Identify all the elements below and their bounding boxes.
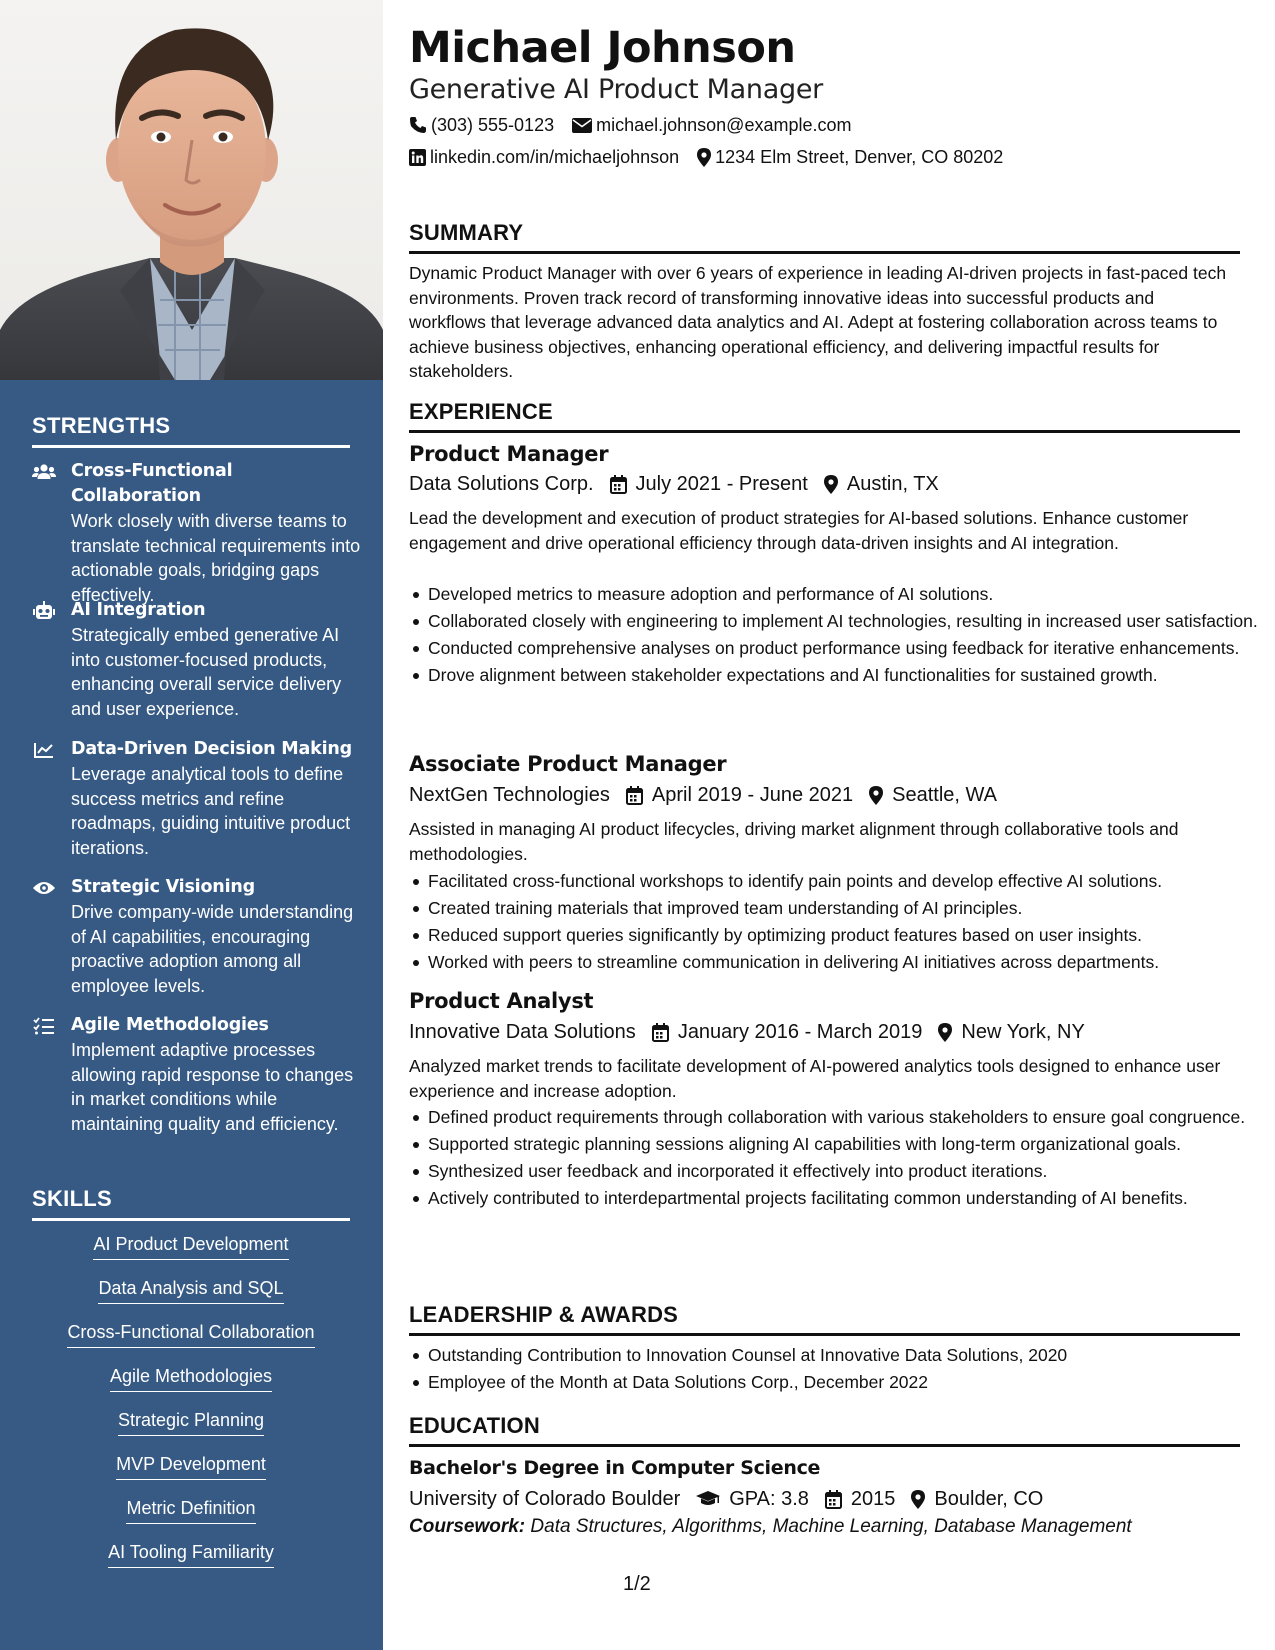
calendar-icon: [626, 786, 643, 805]
list-item: Outstanding Contribution to Innovation Counsel at Innovative Data Solutions, 2020: [428, 1343, 1258, 1368]
education-location: Boulder, CO: [934, 1488, 1044, 1510]
job-dates: April 2019 - June 2021: [651, 784, 854, 806]
candidate-title: Generative AI Product Manager: [409, 74, 823, 105]
skill-item: AI Tooling Familiarity: [108, 1540, 274, 1568]
coursework-label: Coursework:: [409, 1516, 526, 1537]
education-school: University of Colorado Boulder: [409, 1488, 681, 1510]
strength-desc: Strategically embed generative AI into customer-focused products, enhancing overall service delivery and user experience.: [71, 625, 342, 719]
skill-item: Cross-Functional Collaboration: [67, 1320, 314, 1348]
list-item: Supported strategic planning sessions aligning AI capabilities with long-term organizational goals.: [428, 1132, 1258, 1157]
strength-item: [32, 598, 362, 721]
users-icon: [32, 461, 56, 483]
map-pin-icon: [697, 148, 711, 167]
skill-item: AI Product Development: [93, 1232, 288, 1260]
list-item: Worked with peers to streamline communication in delivering AI initiatives across departments.: [428, 950, 1258, 975]
list-item: Facilitated cross-functional workshops to identify pain points and develop effective AI solutions.: [428, 869, 1258, 894]
sidebar: [0, 0, 383, 1650]
list-check-icon: [32, 1015, 56, 1037]
strength-title: Strategic Visioning: [71, 877, 255, 897]
job-dates: July 2021 - Present: [635, 473, 808, 495]
avatar: [0, 0, 383, 380]
strength-desc: Drive company-wide understanding of AI capabilities, encouraging proactive adoption among all employee levels.: [71, 902, 354, 996]
envelope-icon: [572, 118, 592, 133]
job-bullets: [409, 869, 1258, 977]
leadership-heading: LEADERSHIP & AWARDS: [409, 1302, 1240, 1336]
page-number: 1/2: [623, 1573, 651, 1595]
contact-row: [409, 145, 1003, 169]
job-company: NextGen Technologies: [409, 784, 610, 806]
address-text: 1234 Elm Street, Denver, CO 80202: [715, 147, 1004, 167]
coursework-text: Data Structures, Algorithms, Machine Learning, Database Management: [530, 1516, 1132, 1537]
strength-desc: Leverage analytical tools to define success metrics and refine roadmaps, guiding intuitive product iterations.: [71, 764, 351, 858]
experience-heading: EXPERIENCE: [409, 399, 1240, 433]
map-pin-icon: [938, 1023, 952, 1042]
strength-item: [32, 875, 362, 998]
strength-item: [32, 459, 362, 607]
job-role: Product Analyst: [409, 989, 594, 1013]
robot-icon: [32, 600, 56, 622]
list-item: Defined product requirements through collaboration with various stakeholders to ensure goal congruence.: [428, 1105, 1258, 1130]
list-item: Collaborated closely with engineering to implement AI technologies, resulting in increased user satisfaction.: [428, 609, 1258, 634]
job-dates: January 2016 - March 2019: [677, 1021, 923, 1043]
phone-icon: [409, 116, 427, 134]
education-meta: [409, 1485, 1043, 1513]
job-company: Data Solutions Corp.: [409, 473, 594, 495]
chart-line-icon: [32, 739, 56, 761]
job-meta: [409, 470, 939, 498]
graduation-cap-icon: [696, 1491, 720, 1508]
calendar-icon: [610, 475, 627, 494]
profile-photo: [0, 0, 383, 380]
job-company: Innovative Data Solutions: [409, 1021, 636, 1043]
skill-item: Data Analysis and SQL: [98, 1276, 283, 1304]
education-gpa: GPA: 3.8: [729, 1488, 809, 1510]
map-pin-icon: [911, 1490, 925, 1509]
list-item: Actively contributed to interdepartmental projects facilitating common understanding of AI benefits.: [428, 1186, 1258, 1211]
strengths-heading: STRENGTHS: [32, 413, 350, 448]
strength-title: Agile Methodologies: [71, 1015, 269, 1035]
email-link[interactable]: michael.johnson@example.com: [596, 115, 852, 135]
skill-item: Metric Definition: [126, 1496, 255, 1524]
education-degree: Bachelor's Degree in Computer Science: [409, 1457, 821, 1479]
list-item: Developed metrics to measure adoption and performance of AI solutions.: [428, 582, 1258, 607]
skill-item: Agile Methodologies: [110, 1364, 272, 1392]
contact-row: [409, 113, 852, 137]
job-location: New York, NY: [961, 1021, 1085, 1043]
job-description: Lead the development and execution of product strategies for AI-based solutions. Enhance customer engagement and drive operational efficiency through data-driven insights and AI integration.: [409, 508, 1189, 553]
education-year: 2015: [850, 1488, 896, 1510]
strength-title: Data-Driven Decision Making: [71, 739, 352, 759]
job-role: Product Manager: [409, 442, 609, 466]
list-item: Conducted comprehensive analyses on product performance using feedback for iterative enhancements.: [428, 636, 1258, 661]
strength-item: [32, 1013, 362, 1136]
skills-list: [32, 1232, 350, 1584]
job-meta: [409, 1018, 1085, 1046]
job-description: Assisted in managing AI product lifecycles, driving market alignment through collaborative tools and methodologies.: [409, 819, 1179, 864]
job-role: Associate Product Manager: [409, 752, 727, 776]
strength-title: AI Integration: [71, 600, 206, 620]
education-coursework: [409, 1514, 1132, 1540]
education-heading: EDUCATION: [409, 1413, 1240, 1447]
strength-desc: Work closely with diverse teams to translate technical requirements into actionable goals, bridging gaps effectively.: [71, 511, 361, 605]
skill-item: Strategic Planning: [118, 1408, 264, 1436]
eye-icon: [32, 877, 56, 899]
list-item: Reduced support queries significantly by optimizing product features based on user insights.: [428, 923, 1258, 948]
map-pin-icon: [824, 475, 838, 494]
job-bullets: [409, 582, 1258, 690]
list-item: Employee of the Month at Data Solutions Corp., December 2022: [428, 1370, 1258, 1395]
calendar-icon: [825, 1490, 842, 1509]
candidate-name: Michael Johnson: [409, 23, 796, 73]
map-pin-icon: [869, 786, 883, 805]
skill-item: MVP Development: [116, 1452, 266, 1480]
job-description: Analyzed market trends to facilitate development of AI-powered analytics tools designed to enhance user experience and increase adoption.: [409, 1056, 1221, 1101]
list-item: Created training materials that improved team understanding of AI principles.: [428, 896, 1258, 921]
strength-item: [32, 737, 362, 860]
job-bullets: [409, 1105, 1258, 1213]
linkedin-icon: [409, 149, 426, 166]
job-location: Austin, TX: [846, 473, 939, 495]
strength-desc: Implement adaptive processes allowing rapid response to changes in market conditions while maintaining quality and efficiency.: [71, 1040, 354, 1134]
skills-heading: SKILLS: [32, 1186, 350, 1221]
calendar-icon: [652, 1023, 669, 1042]
linkedin-link[interactable]: linkedin.com/in/michaeljohnson: [430, 147, 680, 167]
strength-title: Cross-Functional Collaboration: [71, 461, 233, 506]
phone-link[interactable]: (303) 555-0123: [431, 115, 555, 135]
leadership-list: [409, 1343, 1258, 1397]
list-item: Drove alignment between stakeholder expectations and AI functionalities for sustained growth.: [428, 663, 1258, 688]
job-location: Seattle, WA: [892, 784, 997, 806]
summary-text: Dynamic Product Manager with over 6 years of experience in leading AI-driven projects in fast-paced tech environments. Proven track record of transforming innovative ideas into successful products and workflows that leverage advanced data analytics and AI. Adept at fostering collaboration across teams to achieve business objectives, enhancing operational efficiency, and delivering impactful results for stakeholders.: [409, 263, 1227, 381]
summary-heading: SUMMARY: [409, 220, 1240, 254]
list-item: Synthesized user feedback and incorporated it effectively into product iterations.: [428, 1159, 1258, 1184]
job-meta: [409, 781, 997, 809]
